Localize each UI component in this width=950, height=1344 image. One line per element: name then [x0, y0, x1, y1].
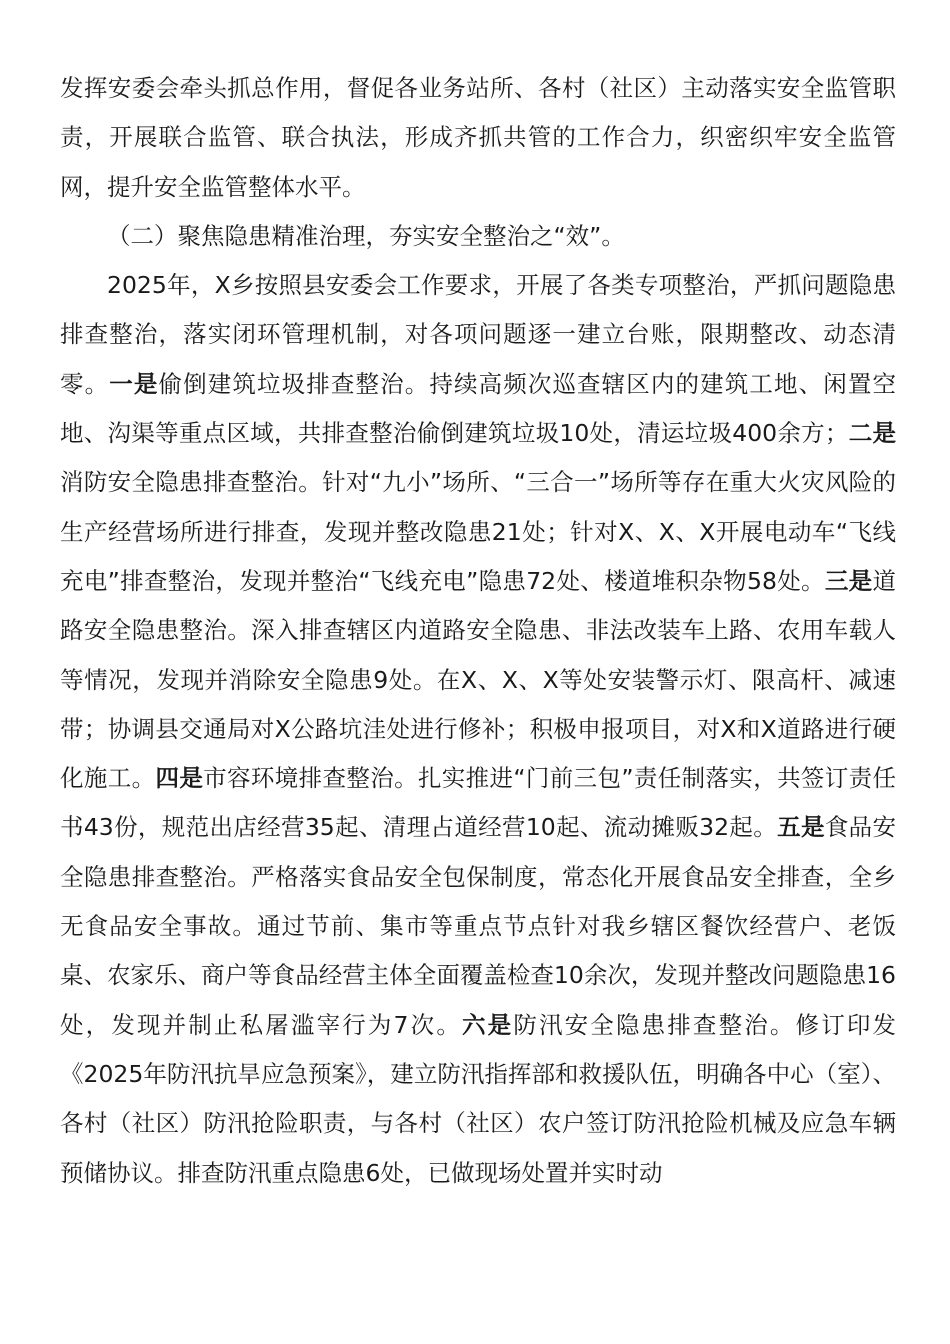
paragraph [60, 64, 896, 212]
text-run: 防汛安全隐患排查整治。修订印发《2025年防汛抗旱应急预案》，建立防汛指挥部和救援队伍，明确各中心（室）、各村（社区）防汛抢险职责，与各村（社区）农户签订防汛抢险机械及应急车辆预储协议。排查防汛重点隐患6处，已做现场处置并实时动 [60, 1010, 897, 1187]
paragraph [60, 261, 896, 1198]
text-run: 市容环境排查整治。扎实推进“门前三包”责任制落实，共签订责任书43份，规范出店经营35起、清理占道经营10起、流动摊贩32起。 [60, 764, 897, 842]
text-run: 2025年，X乡按照县安委会工作要求，开展了各类专项整治，严抓问题隐患排查整治，落实闭环管理机制，对各项问题逐一建立台账，限期整改、动态清零。 [60, 271, 896, 398]
bold-lead-phrase: 六是 [461, 1010, 514, 1039]
bold-lead-phrase: 四是 [155, 764, 204, 793]
bold-lead-phrase: 五是 [777, 813, 825, 842]
bold-lead-phrase: 二是 [848, 419, 896, 448]
text-run: 道路安全隐患整治。深入排查辖区内道路安全隐患、非法改装车上路、农用车载人等情况，发现并消除安全隐患9处。在X、X、X等处安装警示灯、限高杆、减速带；协调县交通局对X公路坑洼处进行修补；积极申报项目，对X和X道路进行硬化施工。 [60, 566, 896, 793]
paragraph [60, 212, 896, 261]
document-body [60, 64, 896, 1198]
bold-lead-phrase: 三是 [824, 566, 873, 595]
text-run: 食品安全隐患排查整治。严格落实食品安全包保制度，常态化开展食品安全排查，全乡无食品安全事故。通过节前、集市等重点节点针对我乡辖区餐饮经营户、老饭桌、农家乐、商户等食品经营主体全面覆盖检查10余次，发现并整改问题隐患16处，发现并制止私屠滥宰行为7次。 [60, 813, 897, 1039]
bold-lead-phrase: 一是 [109, 369, 159, 398]
text-run: 发挥安委会牵头抓总作用，督促各业务站所、各村（社区）主动落实安全监管职责，开展联合监管、联合执法，形成齐抓共管的工作合力，织密织牢安全监管网，提升安全监管整体水平。 [60, 74, 896, 201]
text-run: 偷倒建筑垃圾排查整治。持续高频次巡查辖区内的建筑工地、闲置空地、沟渠等重点区域，共排查整治偷倒建筑垃圾10处，清运垃圾400余方； [60, 369, 897, 448]
text-run: 消防安全隐患排查整治。针对“九小”场所、“三合一”场所等存在重大火灾风险的生产经营场所进行排查，发现并整改隐患21处；针对X、X、X开展电动车“飞线充电”排查整治，发现并整治“飞线充电”隐患72处、楼道堆积杂物58处。 [60, 468, 896, 595]
text-run: （二）聚焦隐患精准治理，夯实安全整治之“效”。 [107, 221, 625, 250]
